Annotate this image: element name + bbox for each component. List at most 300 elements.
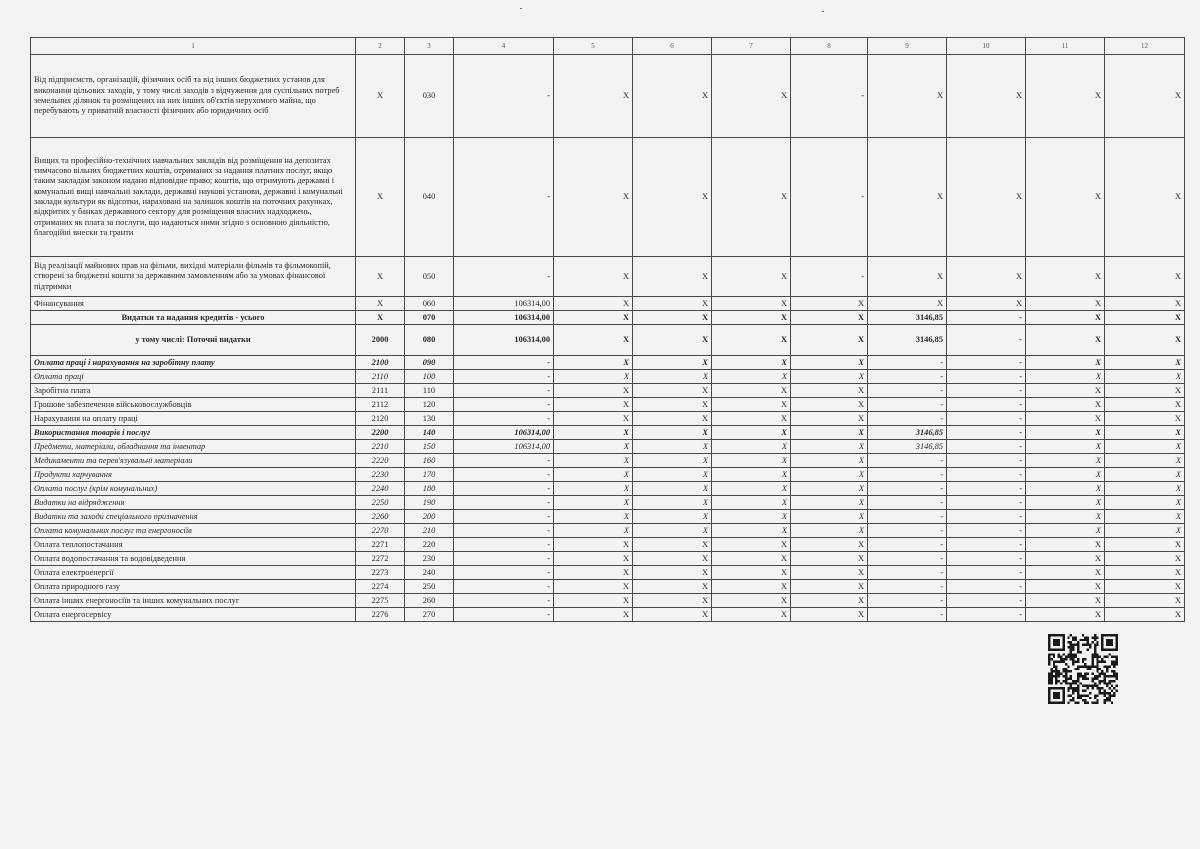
qr-code-icon <box>1048 634 1118 704</box>
value-cell: X <box>554 311 633 325</box>
value-cell: X <box>791 356 868 370</box>
value-cell: - <box>454 138 554 257</box>
row-name-cell: Оплата інших енергоносіїв та інших комунальних послуг <box>31 594 356 608</box>
value-cell: X <box>1105 412 1185 426</box>
value-cell: X <box>712 55 791 138</box>
scan-speck <box>520 8 522 9</box>
value-cell: X <box>633 566 712 580</box>
value-cell: X <box>1105 297 1185 311</box>
value-cell: X <box>712 510 791 524</box>
value-cell: - <box>947 370 1026 384</box>
value-cell: - <box>947 552 1026 566</box>
value-cell: X <box>712 566 791 580</box>
value-cell: - <box>868 608 947 622</box>
row-code-cell: 140 <box>405 426 454 440</box>
value-cell: - <box>791 55 868 138</box>
value-cell: X <box>1105 55 1185 138</box>
value-cell: - <box>868 566 947 580</box>
table-row <box>31 608 1185 622</box>
kekv-code-cell: 2000 <box>356 325 405 356</box>
table-row <box>31 510 1185 524</box>
kekv-code-cell: X <box>356 257 405 297</box>
value-cell: - <box>868 524 947 538</box>
value-cell: X <box>1026 297 1105 311</box>
value-cell: X <box>1026 138 1105 257</box>
value-cell: - <box>868 510 947 524</box>
value-cell: X <box>1105 440 1185 454</box>
value-cell: X <box>791 482 868 496</box>
value-cell: X <box>712 552 791 566</box>
column-number: 10 <box>947 38 1026 55</box>
value-cell: X <box>1026 454 1105 468</box>
kekv-code-cell: 2275 <box>356 594 405 608</box>
value-cell: X <box>947 297 1026 311</box>
value-cell: - <box>868 552 947 566</box>
value-cell: X <box>712 482 791 496</box>
value-cell: X <box>554 370 633 384</box>
kekv-code-cell: 2100 <box>356 356 405 370</box>
value-cell: X <box>633 55 712 138</box>
value-cell: X <box>554 325 633 356</box>
value-cell: X <box>554 524 633 538</box>
value-cell: X <box>791 608 868 622</box>
value-cell: X <box>554 552 633 566</box>
value-cell: X <box>554 608 633 622</box>
value-cell: - <box>454 370 554 384</box>
value-cell: X <box>1105 566 1185 580</box>
value-cell: X <box>1026 594 1105 608</box>
row-code-cell: 240 <box>405 566 454 580</box>
value-cell: X <box>1105 496 1185 510</box>
value-cell: X <box>791 384 868 398</box>
value-cell: X <box>554 538 633 552</box>
row-name-cell: Грошове забезпечення військовослужбовців <box>31 398 356 412</box>
value-cell: - <box>868 594 947 608</box>
row-name-cell: Вищих та професійно-технічних навчальних закладів від розміщення на депозитах тимчасово вільних бюджетних коштів, отриманих за надання платних послуг, якщо таким закладам законом надано відповідне право; коштів, що отримують державні і комунальні вищі навчальні заклади, державні наукові установи, державні і комунальні заклади культури як відсотки, нараховані на залишок коштів на поточних рахунках, відкритих у банках державного сектору для розміщення власних надходжень, отриманих як плата за послуги, що надаються ними згідно з основною діяльністю, благодійні внески та гранти <box>31 138 356 257</box>
row-name-cell: Видатки на відрядження <box>31 496 356 510</box>
value-cell: - <box>791 257 868 297</box>
value-cell: X <box>712 412 791 426</box>
row-code-cell: 070 <box>405 311 454 325</box>
table-row <box>31 538 1185 552</box>
value-cell: X <box>791 510 868 524</box>
value-cell: X <box>712 468 791 482</box>
value-cell: - <box>454 608 554 622</box>
value-cell: X <box>712 524 791 538</box>
value-cell: X <box>791 524 868 538</box>
value-cell: X <box>1026 257 1105 297</box>
value-cell: X <box>947 138 1026 257</box>
value-cell: - <box>454 496 554 510</box>
table-row <box>31 454 1185 468</box>
value-cell: X <box>554 594 633 608</box>
value-cell: X <box>1105 482 1185 496</box>
value-cell: X <box>1105 384 1185 398</box>
value-cell: X <box>791 594 868 608</box>
value-cell: X <box>712 426 791 440</box>
value-cell: X <box>791 454 868 468</box>
value-cell: - <box>947 496 1026 510</box>
value-cell: X <box>1105 580 1185 594</box>
row-code-cell: 200 <box>405 510 454 524</box>
kekv-code-cell: 2230 <box>356 468 405 482</box>
value-cell: - <box>454 580 554 594</box>
value-cell: X <box>712 538 791 552</box>
value-cell: 106314,00 <box>454 325 554 356</box>
row-code-cell: 040 <box>405 138 454 257</box>
value-cell: - <box>947 538 1026 552</box>
row-code-cell: 090 <box>405 356 454 370</box>
row-name-cell: Заробітна плата <box>31 384 356 398</box>
value-cell: X <box>791 297 868 311</box>
value-cell: X <box>633 412 712 426</box>
column-number: 2 <box>356 38 405 55</box>
value-cell: X <box>1105 138 1185 257</box>
kekv-code-cell: 2112 <box>356 398 405 412</box>
value-cell: - <box>868 356 947 370</box>
value-cell: X <box>554 426 633 440</box>
kekv-code-cell: 2270 <box>356 524 405 538</box>
table-row <box>31 356 1185 370</box>
value-cell: X <box>633 426 712 440</box>
value-cell: X <box>1105 356 1185 370</box>
value-cell: - <box>947 398 1026 412</box>
value-cell: X <box>1026 412 1105 426</box>
row-code-cell: 080 <box>405 325 454 356</box>
kekv-code-cell: 2210 <box>356 440 405 454</box>
column-number: 6 <box>633 38 712 55</box>
value-cell: - <box>947 468 1026 482</box>
value-cell: - <box>947 356 1026 370</box>
value-cell: X <box>633 510 712 524</box>
value-cell: X <box>633 538 712 552</box>
value-cell: X <box>633 552 712 566</box>
value-cell: - <box>947 384 1026 398</box>
value-cell: X <box>1105 370 1185 384</box>
value-cell: X <box>1105 454 1185 468</box>
value-cell: X <box>633 257 712 297</box>
row-code-cell: 220 <box>405 538 454 552</box>
table-row <box>31 325 1185 356</box>
value-cell: X <box>1105 311 1185 325</box>
table-row <box>31 398 1185 412</box>
value-cell: X <box>554 468 633 482</box>
row-code-cell: 130 <box>405 412 454 426</box>
value-cell: - <box>868 538 947 552</box>
row-code-cell: 210 <box>405 524 454 538</box>
column-number: 7 <box>712 38 791 55</box>
value-cell: X <box>712 580 791 594</box>
value-cell: - <box>868 580 947 594</box>
column-number: 1 <box>31 38 356 55</box>
value-cell: X <box>712 594 791 608</box>
value-cell: 106314,00 <box>454 297 554 311</box>
value-cell: X <box>1026 311 1105 325</box>
row-name-cell: Оплата теплопостачання <box>31 538 356 552</box>
value-cell: X <box>712 325 791 356</box>
value-cell: X <box>633 454 712 468</box>
column-number: 9 <box>868 38 947 55</box>
table-row <box>31 482 1185 496</box>
row-name-cell: Видатки та заходи спеціального призначення <box>31 510 356 524</box>
value-cell: - <box>454 398 554 412</box>
kekv-code-cell: X <box>356 138 405 257</box>
row-name-cell: Оплата праці <box>31 370 356 384</box>
kekv-code-cell: 2273 <box>356 566 405 580</box>
row-code-cell: 110 <box>405 384 454 398</box>
value-cell: - <box>947 454 1026 468</box>
value-cell: X <box>868 297 947 311</box>
value-cell: X <box>791 370 868 384</box>
kekv-code-cell: X <box>356 311 405 325</box>
row-name-cell: Використання товарів і послуг <box>31 426 356 440</box>
row-name-cell: Предмети, матеріали, обладнання та інвентар <box>31 440 356 454</box>
value-cell: - <box>791 138 868 257</box>
value-cell: X <box>1026 468 1105 482</box>
value-cell: X <box>1105 257 1185 297</box>
column-number: 4 <box>454 38 554 55</box>
value-cell: - <box>454 510 554 524</box>
value-cell: X <box>868 138 947 257</box>
row-code-cell: 260 <box>405 594 454 608</box>
value-cell: X <box>554 55 633 138</box>
value-cell: X <box>554 566 633 580</box>
value-cell: - <box>454 468 554 482</box>
value-cell: X <box>554 482 633 496</box>
table-row <box>31 594 1185 608</box>
value-cell: - <box>454 594 554 608</box>
value-cell: X <box>1026 566 1105 580</box>
value-cell: - <box>947 325 1026 356</box>
value-cell: 106314,00 <box>454 426 554 440</box>
kekv-code-cell: 2272 <box>356 552 405 566</box>
value-cell: X <box>712 384 791 398</box>
value-cell: X <box>791 412 868 426</box>
value-cell: X <box>1026 384 1105 398</box>
value-cell: - <box>947 608 1026 622</box>
value-cell: X <box>1026 538 1105 552</box>
column-number: 11 <box>1026 38 1105 55</box>
table-row <box>31 257 1185 297</box>
value-cell: X <box>1026 325 1105 356</box>
value-cell: X <box>1026 426 1105 440</box>
value-cell: X <box>633 297 712 311</box>
row-name-cell: Видатки та надання кредитів - усього <box>31 311 356 325</box>
value-cell: X <box>633 594 712 608</box>
row-code-cell: 230 <box>405 552 454 566</box>
value-cell: X <box>554 297 633 311</box>
value-cell: X <box>1026 55 1105 138</box>
table-row <box>31 311 1185 325</box>
value-cell: - <box>868 370 947 384</box>
value-cell: X <box>1105 538 1185 552</box>
value-cell: X <box>1026 552 1105 566</box>
value-cell: X <box>712 370 791 384</box>
value-cell: X <box>791 552 868 566</box>
kekv-code-cell: X <box>356 55 405 138</box>
value-cell: X <box>791 398 868 412</box>
value-cell: 3146,85 <box>868 440 947 454</box>
value-cell: - <box>454 384 554 398</box>
value-cell: X <box>1105 552 1185 566</box>
value-cell: X <box>633 138 712 257</box>
value-cell: - <box>454 454 554 468</box>
kekv-code-cell: 2260 <box>356 510 405 524</box>
scan-speck <box>822 11 824 12</box>
table-row <box>31 566 1185 580</box>
value-cell: X <box>554 412 633 426</box>
value-cell: X <box>868 55 947 138</box>
table-row <box>31 524 1185 538</box>
row-code-cell: 050 <box>405 257 454 297</box>
value-cell: X <box>1105 325 1185 356</box>
table-row <box>31 552 1185 566</box>
value-cell: X <box>1105 426 1185 440</box>
value-cell: X <box>1026 370 1105 384</box>
kekv-code-cell: 2250 <box>356 496 405 510</box>
value-cell: X <box>1105 398 1185 412</box>
value-cell: - <box>454 257 554 297</box>
value-cell: - <box>868 496 947 510</box>
value-cell: X <box>554 580 633 594</box>
value-cell: X <box>791 538 868 552</box>
kekv-code-cell: 2274 <box>356 580 405 594</box>
value-cell: X <box>791 496 868 510</box>
value-cell: X <box>554 384 633 398</box>
table-row <box>31 412 1185 426</box>
value-cell: X <box>791 325 868 356</box>
value-cell: - <box>454 538 554 552</box>
table-row <box>31 496 1185 510</box>
value-cell: - <box>947 440 1026 454</box>
row-name-cell: Оплата електроенергії <box>31 566 356 580</box>
value-cell: X <box>791 580 868 594</box>
value-cell: X <box>1105 510 1185 524</box>
value-cell: X <box>791 468 868 482</box>
table-row <box>31 426 1185 440</box>
value-cell: X <box>1026 440 1105 454</box>
value-cell: X <box>1026 524 1105 538</box>
value-cell: X <box>712 311 791 325</box>
row-name-cell: Від підприємств, організацій, фізичних осіб та від інших бюджетних установ для виконання цільових заходів, у тому числі заходів з відчуження для суспільних потреб земельних ділянок та розміщених на них інших об'єктів нерухомого майна, що перебувають у приватній власності фізичних або юридичних осіб <box>31 55 356 138</box>
row-name-cell: Оплата природного газу <box>31 580 356 594</box>
value-cell: - <box>868 482 947 496</box>
value-cell: X <box>554 496 633 510</box>
value-cell: X <box>712 496 791 510</box>
value-cell: X <box>633 468 712 482</box>
kekv-code-cell: 2271 <box>356 538 405 552</box>
value-cell: 106314,00 <box>454 311 554 325</box>
value-cell: X <box>1026 496 1105 510</box>
value-cell: X <box>554 454 633 468</box>
value-cell: X <box>712 138 791 257</box>
value-cell: 3146,85 <box>868 325 947 356</box>
value-cell: X <box>633 384 712 398</box>
value-cell: - <box>947 524 1026 538</box>
value-cell: - <box>454 482 554 496</box>
value-cell: - <box>947 580 1026 594</box>
table-row <box>31 580 1185 594</box>
row-name-cell: Оплата послуг (крім комунальних) <box>31 482 356 496</box>
value-cell: X <box>554 356 633 370</box>
kekv-code-cell: 2111 <box>356 384 405 398</box>
value-cell: - <box>868 412 947 426</box>
value-cell: X <box>1026 482 1105 496</box>
row-code-cell: 030 <box>405 55 454 138</box>
row-name-cell: Оплата комунальних послуг та енергоносіїв <box>31 524 356 538</box>
value-cell: X <box>554 510 633 524</box>
row-name-cell: у тому числі: Поточні видатки <box>31 325 356 356</box>
value-cell: X <box>633 608 712 622</box>
value-cell: X <box>554 138 633 257</box>
row-name-cell: Нарахування на оплату праці <box>31 412 356 426</box>
table-row <box>31 440 1185 454</box>
value-cell: X <box>633 311 712 325</box>
value-cell: X <box>791 311 868 325</box>
value-cell: X <box>791 566 868 580</box>
value-cell: X <box>554 440 633 454</box>
value-cell: - <box>868 384 947 398</box>
row-name-cell: Продукти харчування <box>31 468 356 482</box>
value-cell: X <box>712 257 791 297</box>
value-cell: - <box>868 468 947 482</box>
value-cell: X <box>633 356 712 370</box>
kekv-code-cell: 2276 <box>356 608 405 622</box>
value-cell: - <box>947 426 1026 440</box>
value-cell: X <box>712 356 791 370</box>
value-cell: X <box>712 608 791 622</box>
value-cell: - <box>454 524 554 538</box>
value-cell: X <box>1026 510 1105 524</box>
value-cell: X <box>1026 356 1105 370</box>
value-cell: - <box>454 566 554 580</box>
row-code-cell: 170 <box>405 468 454 482</box>
value-cell: X <box>947 257 1026 297</box>
row-code-cell: 150 <box>405 440 454 454</box>
value-cell: - <box>947 510 1026 524</box>
kekv-code-cell: X <box>356 297 405 311</box>
row-code-cell: 100 <box>405 370 454 384</box>
kekv-code-cell: 2240 <box>356 482 405 496</box>
value-cell: X <box>633 524 712 538</box>
value-cell: 106314,00 <box>454 440 554 454</box>
value-cell: X <box>1026 398 1105 412</box>
value-cell: - <box>454 55 554 138</box>
row-code-cell: 160 <box>405 454 454 468</box>
column-number: 5 <box>554 38 633 55</box>
value-cell: - <box>868 398 947 412</box>
value-cell: X <box>554 257 633 297</box>
row-code-cell: 120 <box>405 398 454 412</box>
row-name-cell: Оплата праці і нарахування на заробітну плату <box>31 356 356 370</box>
column-numbers-row <box>31 38 1185 55</box>
value-cell: 3146,85 <box>868 426 947 440</box>
budget-report-table <box>30 37 1185 622</box>
kekv-code-cell: 2200 <box>356 426 405 440</box>
value-cell: X <box>712 297 791 311</box>
value-cell: X <box>633 370 712 384</box>
value-cell: X <box>1105 524 1185 538</box>
value-cell: X <box>554 398 633 412</box>
value-cell: - <box>947 482 1026 496</box>
row-name-cell: Оплата водопостачання та водовідведення <box>31 552 356 566</box>
value-cell: X <box>633 496 712 510</box>
value-cell: X <box>1026 580 1105 594</box>
value-cell: X <box>1105 468 1185 482</box>
table-row <box>31 55 1185 138</box>
row-name-cell: Від реалізації майнових прав на фільми, вихідні матеріали фільмів та фільмокопій, створені за бюджетні кошти за державним замовленням або за умовах фінансової підтримки <box>31 257 356 297</box>
value-cell: - <box>868 454 947 468</box>
